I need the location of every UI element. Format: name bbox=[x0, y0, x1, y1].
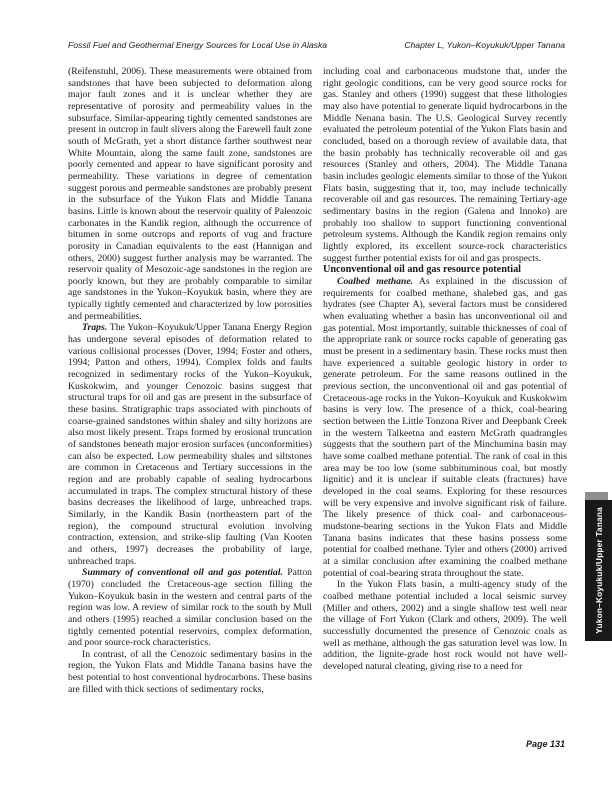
running-head-title: Fossil Fuel and Geothermal Energy Sources for Local Use in Alaska bbox=[68, 40, 328, 50]
paragraph-coalbed-methane: Coalbed methane. As explained in the discussion of requirements for coalbed methane, shalebed gas, and gas hydrates (see Chapter A), several factors must be considered when evaluating whether a basin has unconventional oil and gas potential. Most importantly, suitable thicknesses of coal of the appropriate rank or source rocks capable of generating gas must be present in a sedimentary basin. These rocks must then have experienced a suitable geologic history in order to generate petroleum. For the same reasons outlined in the previous section, the unconventional oil and gas potential of Cretaceous-age rocks in the Yukon–Koyukuk and Kuskokwim basins is very low. The presence of a thick, coal-bearing section between the Little Tonzona River and Deepbank Creek in the western Talkeetna and eastern McGrath quadrangles suggests that the southern part of the Minchumina basin may have some coalbed methane potential. The rank of coal in this area may be too low (some subbituminous coal, but mostly lignitic) and it is unclear if suitable cleats (fractures) have developed in the coal seams. Exploring for these resources will be very expensive and involve significant risk of failure. The likely presence of thick coal- and carbonaceous-mudstone-bearing sections in the Yukon Flats and Middle Tanana basins indicates that these basins possess some potential for coalbed methane. Tyler and others (2000) arrived at a similar conclusion after examining the coalbed methane potential of coal-bearing strata throughout the state. bbox=[323, 276, 567, 579]
paragraph-in-contrast: In contrast, of all the Cenozoic sedimentary basins in the region, the Yukon Flats and Middle Tanana basins have the best potential to host conventional hydrocarbons. These basins are filled with thick sections of sedimentary rocks, bbox=[68, 648, 312, 695]
paragraph-continuation: including coal and carbonaceous mudstone that, under the right geologic conditions, can be very good source rocks for gas. Stanley and others (1990) suggest that these lithologies may also have potential to generate liquid hydrocarbons in the Middle Nenana basin. The U.S. Geological Survey recently evaluated the petroleum potential of the Yukon Flats basin and concluded, based on a thorough review of available data, that the basin probably has technically recoverable oil and gas resources (Stanley and others, 2004). The Middle Tanana basin includes geologic elements similar to those of the Yukon Flats basin, suggesting that it, too, may include technically recoverable oil and gas resources. The remaining Tertiary-age sedimentary basins in the region (Galena and Innoko) are probably too shallow to support functioning conventional petroleum systems. Although the Kandik region remains only lightly explored, its excellent source-rock characteristics suggest further potential exists for oil and gas prospects. bbox=[323, 66, 567, 264]
column-right bbox=[323, 66, 567, 716]
paragraph-summary: Summary of conventional oil and gas potential. Patton (1970) concluded the Cretaceous-age section filling the Yukon–Koyukuk basin in the western and central parts of the region was low. A review of similar rock to the south by Mull and others (1995) reached a similar conclusion based on the tightly cemented potential reservoirs, complex deformation, and poor source-rock characteristics. bbox=[68, 567, 313, 649]
section-heading-unconventional: Unconventional oil and gas resource potential bbox=[323, 264, 522, 276]
running-head bbox=[68, 40, 565, 50]
run-in-head-traps: Traps. bbox=[82, 322, 108, 334]
paragraph-continuation: (Reifenstuhl, 2006). These measurements were obtained from sandstones that have been subjected to deformation along major fault zones and it is unclear whether they are representative of porosity and permeability values in the subsurface. Similar-appearing tightly cemented sandstones are present in outcrop in fault slivers along the Farewell fault zone south of McGrath, yet a short distance farther southwest near White Mountain, along the same fault zone, sandstones are poorly cemented and appear to have significant porosity and permeability. These variations in degree of cementation suggest porous and permeable sandstones are probably present in the subsurface of the Yukon Flats and Middle Tanana basins. Little is known about the reservoir quality of Paleozoic carbonates in the Kandik region, although the occurrence of bitumen in some outcrops and reports of vug and fracture porosity in Canadian equivalents to the east (Hannigan and others, 2000) suggest further analysis may be warranted. The reservoir quality of Mesozoic-age sandstones in the region are poorly known, but they are probably comparable to similar age sandstones in the Yukon–Koyukuk basin, where they are typically tightly cemented and characterized by low porosities and permeabilities. bbox=[68, 66, 312, 322]
chapter-tab-label: Yukon–Koyukuk/Upper Tanana bbox=[593, 507, 604, 634]
text-columns bbox=[68, 66, 567, 716]
page-footer bbox=[68, 739, 565, 749]
column-left bbox=[68, 66, 312, 716]
run-in-head-summary: Summary of conventional oil and gas potential. bbox=[82, 567, 283, 579]
paragraph-traps: Traps. The Yukon–Koyukuk/Upper Tanana Energy Region has undergone several episodes of deformation related to various collisional processes (Dover, 1994; Foster and others, 1994; Patton and others, 1994). Complex folds and faults recognized in sedimentary rocks of the Yukon–Koyukuk, Kuskokwim, and younger Cenozoic basins suggest that structural traps for oil and gas are present in the subsurface of these basins. Stratigraphic traps associated with pinchouts of coarse-grained sandstones within shaley and silty horizons are also most likely present. Traps formed by erosional truncation of sandstones beneath major erosion surfaces (unconformities) can also be expected. Low permeability shales and siltstones are common in Cretaceous and Tertiary successions in the region and are probably capable of sealing hydrocarbons accumulated in traps. The complex structural history of these basins decreases the likelihood of large, unbreached traps. Similarly, in the Kandik Basin (northeastern part of the region), the compound structural evolution involving contraction, extension, and strike-slip faulting (Van Kooten and others, 1997) decreases the probability of large, unbreached traps. bbox=[68, 322, 312, 567]
paragraph-yukon-flats-study: In the Yukon Flats basin, a multi-agency study of the coalbed methane potential included a local seismic survey (Miller and others, 2002) and a single shallow test well near the village of Fort Yukon (Clark and others, 2009). The well successfully documented the presence of Cenozoic coals as well as methane, although the gas saturation level was low. In addition, the lignite-grade host rock would not have well-developed natural cleating, giving rise to a need for bbox=[323, 579, 567, 672]
running-head-chapter: Chapter L, Yukon–Koyukuk/Upper Tanana bbox=[404, 40, 565, 50]
run-in-head-coalbed-methane: Coalbed methane. bbox=[337, 276, 414, 288]
chapter-edge-tab bbox=[585, 500, 612, 641]
page-number: Page 131 bbox=[525, 739, 565, 749]
